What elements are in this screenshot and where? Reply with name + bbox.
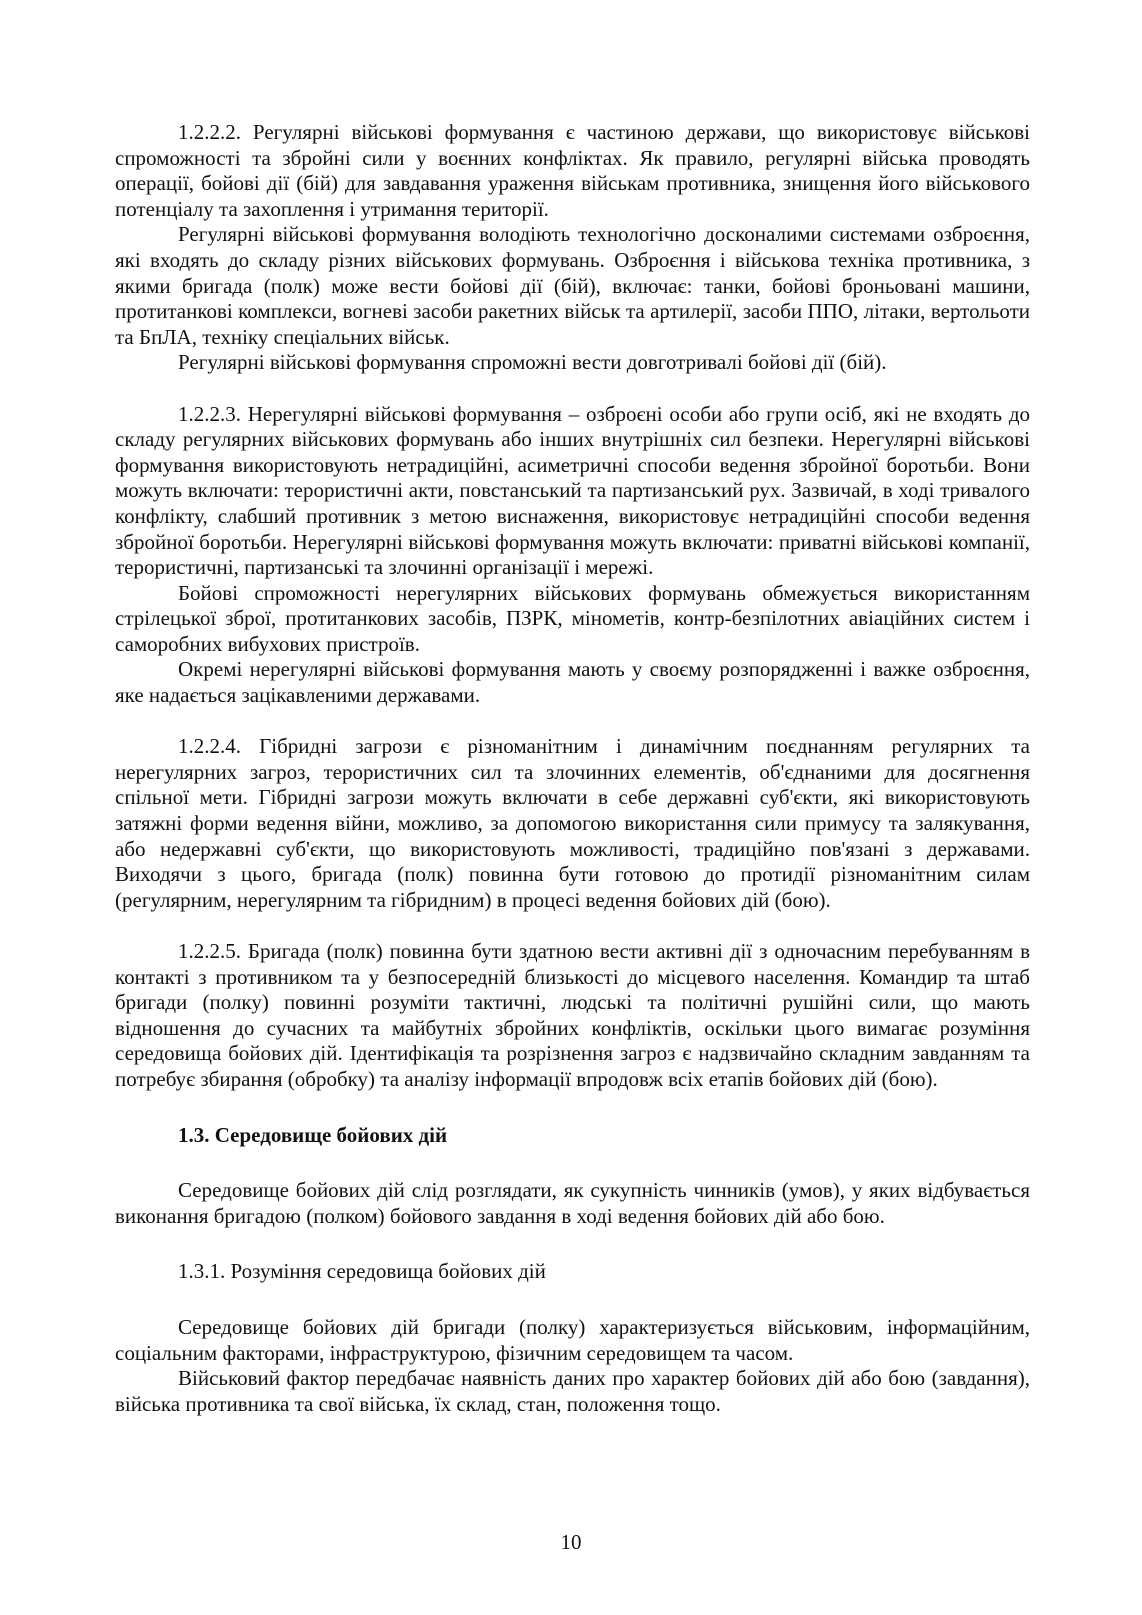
paragraph-1-2-2-3-intro: 1.2.2.3. Нерегулярні військові формування – озброєні особи або групи осіб, які не входять до складу регулярних військових формувань або інших внутрішніх сил безпеки. Нерегулярні військові формування використовують нетрадиційні, асиметричні способи ведення збройної боротьби. Вони можуть включати: терористичні акти, повстанський та партизанський рух. Зазвичай, в ході тривалого конфлікту, слабший противник з метою виснаження, використовує нетрадиційні способи ведення збройної боротьби. Нерегулярні військові формування можуть включати: приватні військові компанії, терористичні, партизанські та злочинні організації і мережі.	[115, 401, 1030, 580]
paragraph-spacer	[115, 376, 1030, 402]
paragraph-spacer	[115, 1285, 1030, 1315]
paragraph-irregular-capabilities: Бойові спроможності нерегулярних військових формувань обмежується використанням стрілецької зброї, протитанкових засобів, ПЗРК, мінометів, контр-безпілотних авіаційних систем і саморобних вибухових пристроїв.	[115, 580, 1030, 656]
subsection-heading-1-3-1: 1.3.1. Розуміння середовища бойових дій	[178, 1259, 546, 1284]
paragraph-spacer	[115, 1229, 1030, 1259]
paragraph-regular-weapons: Регулярні військові формування володіють технологічно досконалими системами озброєння, які входять до складу різних військових формувань. Озброєння і військова техніка противника, з якими бригада (полк) може вести бойові дії (бій), включає: танки, бойові броньовані машини, протитанкові комплекси, вогневі засоби ракетних військ та артилерії, засоби ППО, літаки, вертольоти та БпЛА, техніку спеціальних військ.	[115, 222, 1030, 349]
section-heading-1-3: 1.3. Середовище бойових дій	[178, 1122, 448, 1147]
paragraph-spacer	[115, 1148, 1030, 1178]
paragraph-spacer	[115, 913, 1030, 939]
paragraph-1-2-2-5-brigade: 1.2.2.5. Бригада (полк) повинна бути здатною вести активні дії з одночасним перебуванням в контакті з противником та у безпосередній близькості до місцевого населення. Командир та штаб бригади (полку) повинні розуміти тактичні, людські та політичні рушійні сили, що мають відношення до сучасних та майбутніх збройних конфліктів, оскільки цього вимагає розуміння середовища бойових дій. Ідентифікація та розрізнення загроз є надзвичайно складним завданням та потребує збирання (обробку) та аналізу інформації впродовж всіх етапів бойових дій (бою).	[115, 939, 1030, 1091]
paragraph-1-2-2-4-hybrid: 1.2.2.4. Гібридні загрози є різноманітним і динамічним поєднанням регулярних та нерегулярних загроз, терористичних сил та злочинних елементів, об'єднаними для досягнення спільної мети. Гібридні загрози можуть включати в себе державні суб'єкти, які використовують затяжні форми ведення війни, можливо, за допомогою використання сили примусу та залякування, або недержавні суб'єкти, що використовують можливості, традиційно пов'язані з державами. Виходячи з цього, бригада (полк) повинна бути готовою до протидії різноманітним силам (регулярним, нерегулярним та гібридним) в процесі ведення бойових дій (бою).	[115, 734, 1030, 912]
paragraph-military-factor: Військовий фактор передбачає наявність даних про характер бойових дій або бою (завдання), війська противника та свої війська, їх склад, стан, положення тощо.	[115, 1366, 1030, 1416]
paragraph-1-2-2-2-intro: 1.2.2.2. Регулярні військові формування є частиною держави, що використовує військові спроможності та збройні сили у воєнних конфліктах. Як правило, регулярні війська проводять операції, бойові дії (бій) для завдавання ураження військам противника, знищення його військового потенціалу та захоплення і утримання території.	[115, 120, 1030, 221]
document-page	[115, 120, 1030, 1417]
page-number: 10	[560, 1530, 582, 1554]
paragraph-environment-factors: Середовище бойових дій бригади (полку) характеризується військовим, інформаційним, соціальним факторами, інфраструктурою, фізичним середовищем та часом.	[115, 1314, 1030, 1365]
paragraph-regular-long-combat: Регулярні військові формування спроможні вести довготривалі бойові дії (бій).	[178, 350, 887, 375]
paragraph-spacer	[115, 709, 1030, 735]
paragraph-spacer	[115, 1093, 1030, 1123]
paragraph-combat-environment-definition: Середовище бойових дій слід розглядати, як сукупність чинників (умов), у яких відбувається виконання бригадою (полком) бойового завдання в ході ведення бойових дій або бою.	[115, 1178, 1030, 1228]
paragraph-irregular-heavy-weapons: Окремі нерегулярні військові формування мають у своєму розпорядженні і важке озброєння, яке надається зацікавленими державами.	[115, 657, 1030, 708]
